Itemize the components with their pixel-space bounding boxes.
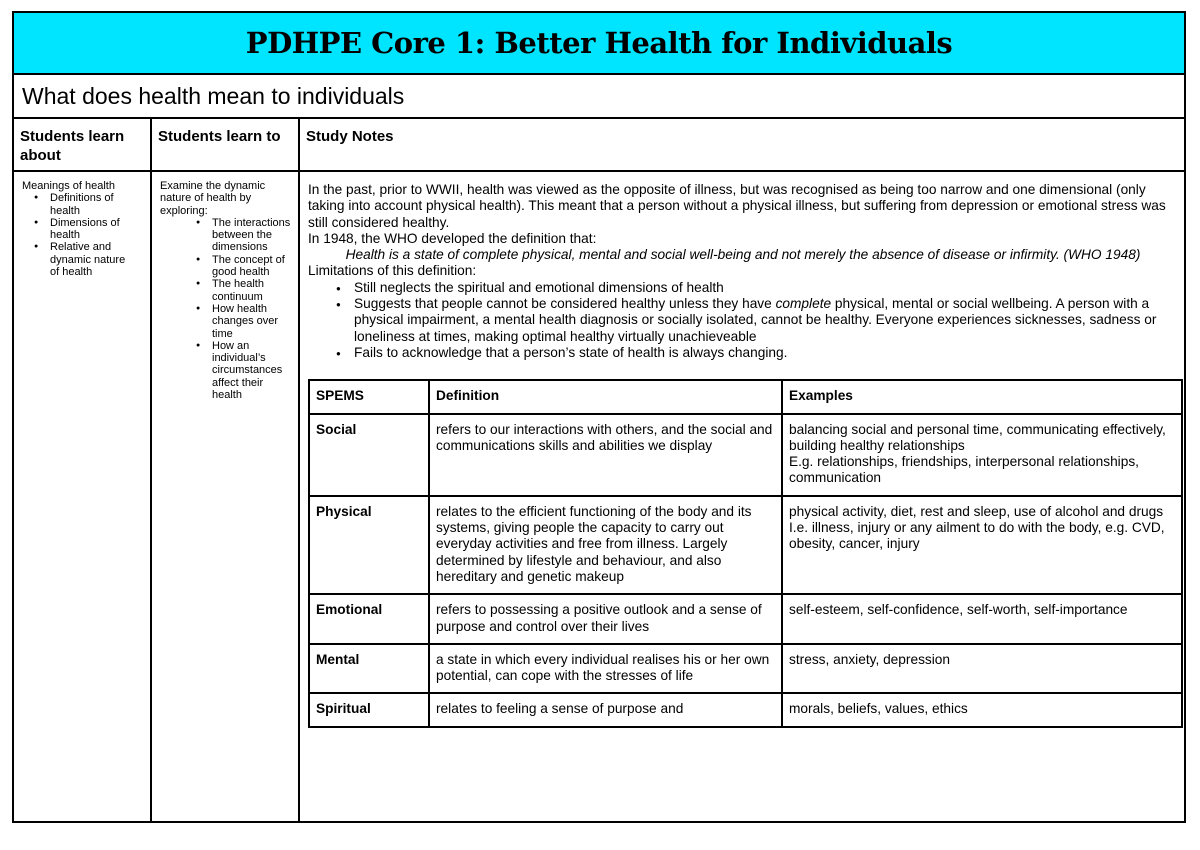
list-item: ● Fails to acknowledge that a person’s state of health is always changing. <box>354 345 1178 361</box>
definition-col-header: Definition <box>429 380 782 413</box>
dimension-cell: Emotional <box>309 594 429 644</box>
notes-paragraph-who: In 1948, the WHO developed the definition that: <box>308 230 597 246</box>
definition-cell: refers to our interactions with others, and the social and communications skills and abilities we display <box>429 414 782 496</box>
limitations-list <box>308 280 1178 361</box>
who-definition-quote: Health is a state of complete physical, mental and social well-being and not merely the absence of disease or infirmity. (WHO 1948) <box>345 247 1141 263</box>
table-row <box>309 644 1182 694</box>
content-row <box>14 172 1184 823</box>
dimension-cell: Spiritual <box>309 693 429 726</box>
examples-cell <box>782 644 1182 694</box>
example-line: I.e. illness, injury or any ailment to do with the body, e.g. CVD, obesity, cancer, injury <box>789 520 1165 552</box>
notes-paragraph-history: In the past, prior to WWII, health was viewed as the opposite of illness, but was recognised as being too narrow and one dimensional (only taking into account physical health). This meant that a person without a physical illness, but suffering from depression or emotional stress was still considered healthy. <box>308 182 1166 230</box>
definition-cell: refers to possessing a positive outlook and a sense of purpose and control over their lives <box>429 594 782 644</box>
learn-to-column <box>152 172 300 823</box>
example-line: self-esteem, self-confidence, self-worth, self-importance <box>789 602 1128 618</box>
definition-cell: relates to feeling a sense of purpose and <box>429 693 782 726</box>
dimension-cell: Social <box>309 414 429 496</box>
examples-cell <box>782 693 1182 726</box>
limitations-heading: Limitations of this definition: <box>308 263 477 279</box>
column-header-row <box>14 119 1184 172</box>
example-line: balancing social and personal time, communicating effectively, building healthy relationships <box>789 421 1166 453</box>
title-bar <box>14 13 1184 75</box>
table-row <box>309 693 1182 726</box>
limitation-text: physical, mental or social wellbeing. A person with a physical impairment, a mental health diagnosis or socially isolated, cannot be healthy. Everyone experiences sicknesses, sadness or loneliness at times, making optimal healthy virtually unachieveable <box>354 296 1157 344</box>
learn-to-heading: Examine the dynamic nature of health by exploring: <box>160 180 266 217</box>
list-item: ● Relative and dynamic nature of health <box>50 241 144 278</box>
examples-cell <box>782 414 1182 496</box>
spems-header-row <box>309 380 1182 413</box>
examples-cell <box>782 496 1182 594</box>
table-row <box>309 414 1182 496</box>
spems-table <box>308 379 1183 727</box>
study-notes-column <box>300 172 1184 823</box>
spems-col-header: SPEMS <box>309 380 429 413</box>
example-line: physical activity, diet, rest and sleep, use of alcohol and drugs <box>789 503 1164 519</box>
example-line: stress, anxiety, depression <box>789 651 951 667</box>
list-item: ● Definitions of health <box>50 192 144 217</box>
list-item: ● The interactions between the dimensions <box>212 217 292 254</box>
example-line: morals, beliefs, values, ethics <box>789 701 968 717</box>
dimension-cell: Mental <box>309 644 429 694</box>
limitation-text: Suggests that people cannot be considered healthy unless they have <box>354 296 776 312</box>
examples-cell <box>782 594 1182 644</box>
dimension-cell: Physical <box>309 496 429 594</box>
list-item: ● How an individual’s circumstances affect their health <box>212 340 292 401</box>
learn-about-heading: Meanings of health <box>22 180 115 192</box>
list-item: ● Dimensions of health <box>50 217 144 242</box>
list-item: ● The health continuum <box>212 278 292 303</box>
page-title: PDHPE Core 1: Better Health for Individuals <box>245 26 953 60</box>
example-line: E.g. relationships, friendships, interpersonal relationships, communication <box>789 454 1139 486</box>
learn-about-list <box>22 192 144 278</box>
learn-to-list <box>160 217 292 401</box>
examples-col-header: Examples <box>782 380 1182 413</box>
table-row <box>309 496 1182 594</box>
list-item <box>354 296 1178 345</box>
list-item: ● How health changes over time <box>212 303 292 340</box>
header-study-notes: Study Notes <box>306 128 394 145</box>
header-learn-about: Students learn about <box>14 119 152 170</box>
definition-cell: a state in which every individual realises his or her own potential, can cope with the stresses of life <box>429 644 782 694</box>
section-subtitle: What does health mean to individuals <box>14 75 1184 119</box>
document-frame <box>12 11 1186 823</box>
list-item: ● Still neglects the spiritual and emotional dimensions of health <box>354 280 1178 296</box>
definition-cell: relates to the efficient functioning of the body and its systems, giving people the capacity to carry out everyday activities and free from illness. Largely determined by lifestyle and behaviour, and also hereditary and genetic makeup <box>429 496 782 594</box>
limitation-emphasis: complete <box>775 296 832 312</box>
learn-about-column <box>14 172 152 823</box>
list-item: ● The concept of good health <box>212 254 292 279</box>
header-learn-to: Students learn to <box>152 119 300 170</box>
table-row <box>309 594 1182 644</box>
